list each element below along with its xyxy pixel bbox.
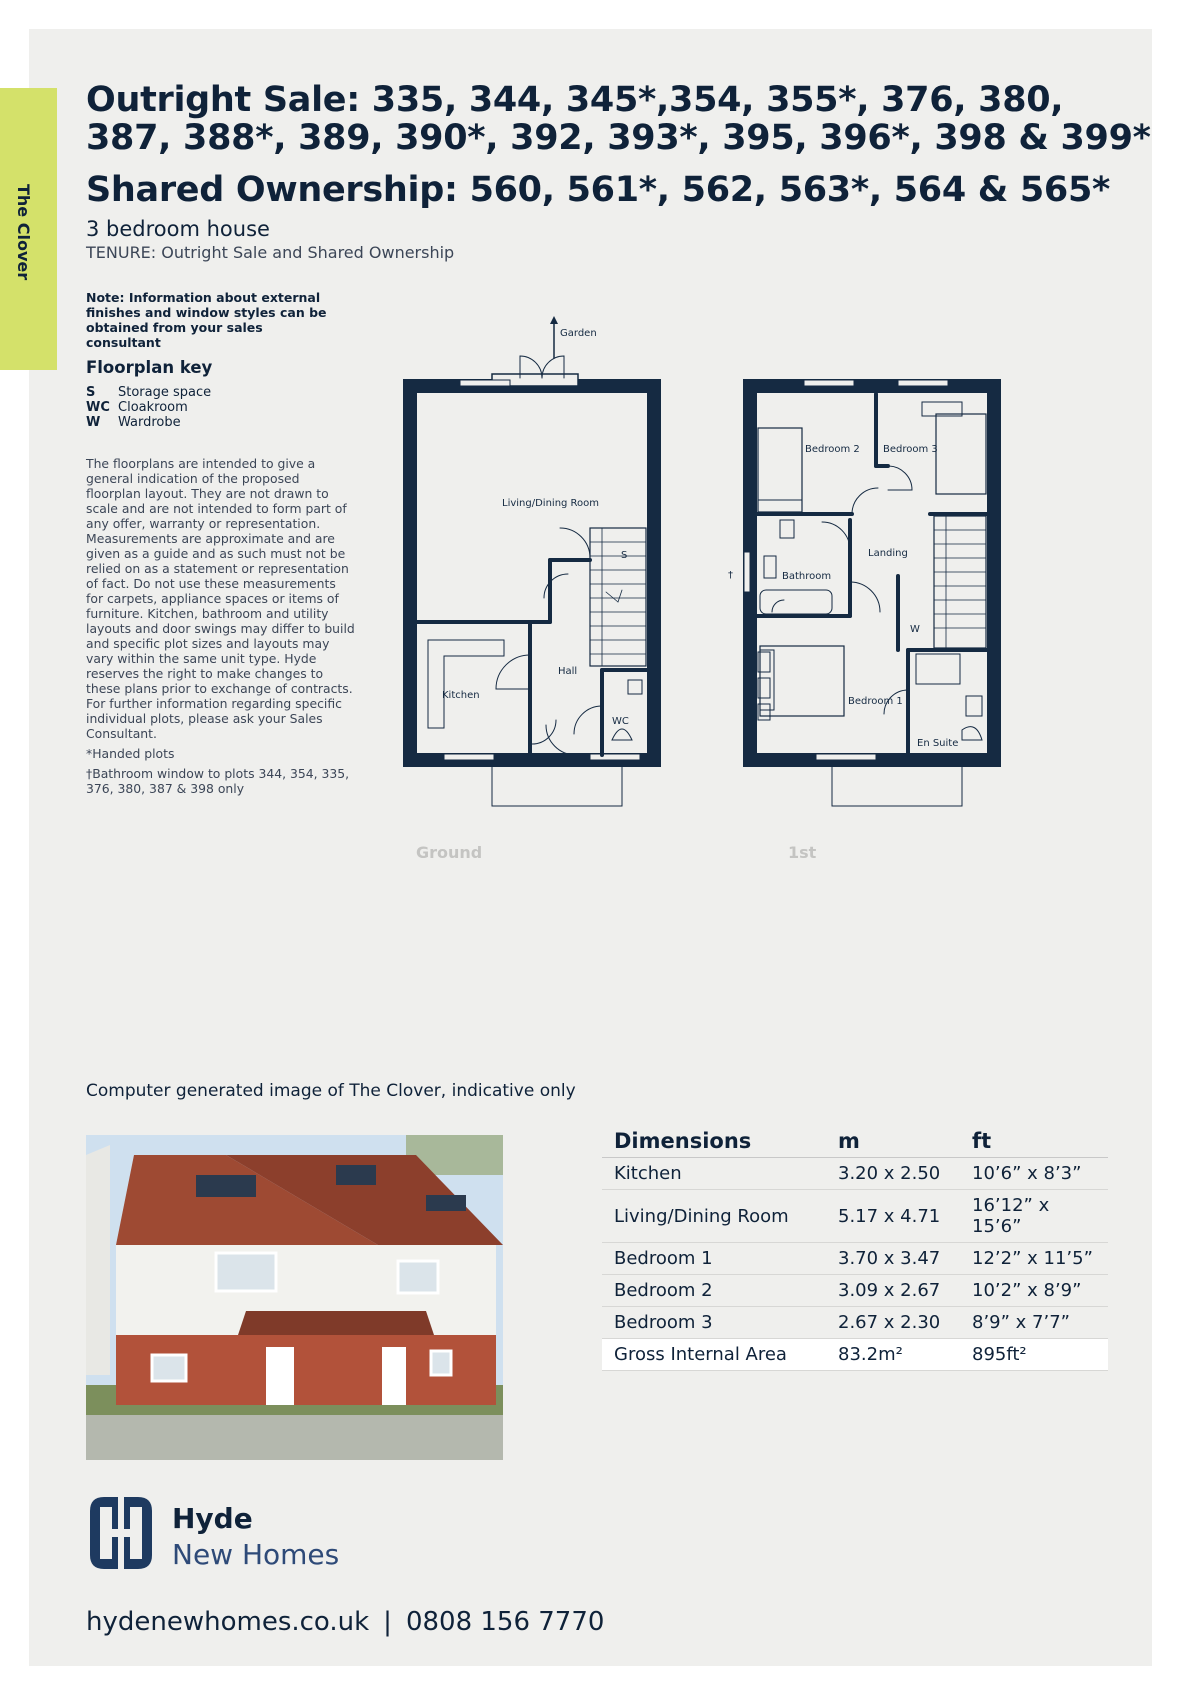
- subtitle: 3 bedroom house: [86, 217, 270, 241]
- cell-room: Bedroom 1: [602, 1243, 826, 1275]
- floorplan-key: [86, 385, 211, 430]
- cell-room: Living/Dining Room: [602, 1190, 826, 1243]
- logo-wordmark: [172, 1501, 339, 1573]
- room-kitchen: Kitchen: [442, 690, 480, 701]
- footer-separator: |: [383, 1607, 392, 1637]
- cell-feet: 12’2” x 11’5”: [960, 1243, 1108, 1275]
- table-row: [602, 1307, 1108, 1339]
- note: Note: Information about external finishes and window styles can be obtained from your sales consultant: [86, 290, 327, 350]
- cell-metres: 3.20 x 2.50: [826, 1158, 960, 1190]
- room-bedroom-3: Bedroom 3: [883, 444, 938, 455]
- dimensions-table: [602, 1125, 1108, 1371]
- key-label: Cloakroom: [118, 400, 188, 415]
- key-row: [86, 415, 211, 430]
- floorplans: [380, 310, 1060, 870]
- key-abbr: WC: [86, 400, 110, 415]
- cell-room: Bedroom 2: [602, 1275, 826, 1307]
- key-row: [86, 400, 211, 415]
- key-abbr: S: [86, 385, 96, 400]
- room-bedroom-2: Bedroom 2: [805, 444, 860, 455]
- handed-note: *Handed plots: [86, 746, 175, 761]
- header-feet: ft: [960, 1125, 1108, 1158]
- cell-metres: 3.09 x 2.67: [826, 1275, 960, 1307]
- bathroom-note: †Bathroom window to plots 344, 354, 335, 376, 380, 387 & 398 only: [86, 766, 350, 796]
- hyde-logo-icon: [86, 1493, 156, 1573]
- table-row: [602, 1158, 1108, 1190]
- dagger-mark: †: [728, 570, 733, 581]
- table-row: [602, 1190, 1108, 1243]
- website-link[interactable]: hydenewhomes.co.uk: [86, 1607, 370, 1637]
- title-line-1: Outright Sale: 335, 344, 345*,354, 355*, 376, 380,: [86, 80, 1064, 120]
- title-line-2: 387, 388*, 389, 390*, 392, 393*, 395, 396*, 398 & 399*: [86, 118, 1151, 158]
- side-tab-label: The Clover: [14, 184, 33, 281]
- table-row-gross-area: [602, 1339, 1108, 1371]
- table-header-row: [602, 1125, 1108, 1158]
- first-floor-label: 1st: [788, 843, 817, 862]
- room-ensuite: En Suite: [917, 738, 959, 749]
- key-label: Storage space: [118, 385, 212, 400]
- cell-metres: 3.70 x 3.47: [826, 1243, 960, 1275]
- cell-room: Bedroom 3: [602, 1307, 826, 1339]
- table-row: [602, 1243, 1108, 1275]
- floorplan-key-heading: Floorplan key: [86, 358, 213, 377]
- disclaimer-block: [86, 456, 356, 801]
- cell-feet: 8’9” x 7’7”: [960, 1307, 1108, 1339]
- garden-label: Garden: [560, 328, 597, 339]
- table-row: [602, 1275, 1108, 1307]
- logo-line-2: New Homes: [172, 1538, 340, 1571]
- room-wc: WC: [612, 716, 629, 727]
- arrow-head-icon: [550, 316, 558, 324]
- cell-feet: 10’6” x 8’3”: [960, 1158, 1108, 1190]
- image-caption: Computer generated image of The Clover, indicative only: [86, 1081, 576, 1101]
- header-dimensions: Dimensions: [602, 1125, 826, 1158]
- ground-floor-label: Ground: [416, 843, 483, 862]
- key-label: Wardrobe: [118, 415, 181, 430]
- side-tab: [0, 88, 57, 370]
- cell-feet: 10’2” x 8’9”: [960, 1275, 1108, 1307]
- room-landing: Landing: [868, 548, 908, 559]
- header-metres: m: [826, 1125, 960, 1158]
- room-bedroom-1: Bedroom 1: [848, 696, 903, 707]
- house-image: [86, 1135, 503, 1460]
- cell-feet: 895ft²: [960, 1339, 1108, 1371]
- key-abbr: W: [86, 415, 101, 430]
- cell-room: Gross Internal Area: [602, 1339, 826, 1371]
- ground-floor-plan: [410, 356, 654, 806]
- room-wardrobe: W: [910, 624, 920, 635]
- tenure: TENURE: Outright Sale and Shared Ownership: [86, 243, 455, 262]
- logo-line-1: Hyde: [172, 1502, 253, 1535]
- room-living: Living/Dining Room: [502, 498, 600, 509]
- room-storage: S: [621, 550, 628, 561]
- phone-number[interactable]: 0808 156 7770: [405, 1607, 605, 1637]
- cell-metres: 83.2m²: [826, 1339, 960, 1371]
- cell-room: Kitchen: [602, 1158, 826, 1190]
- key-row: [86, 385, 211, 400]
- cell-feet: 16’12” x 15’6”: [960, 1190, 1108, 1243]
- room-hall: Hall: [558, 666, 578, 677]
- title-line-3: Shared Ownership: 560, 561*, 562, 563*, 564 & 565*: [86, 170, 1111, 210]
- cell-metres: 2.67 x 2.30: [826, 1307, 960, 1339]
- disclaimer-text: The floorplans are intended to give a general indication of the proposed floorplan layout. They are not drawn to scale and are not intended to form part of any offer, warranty or representation. Measurements are approximate and are given as a guide and as such must not be relied on as a statement or representation of fact. Do not use these measurements for carpets, appliance spaces or items of furniture. Kitchen, bathroom and utility layouts and door swings may differ to build and specific plot sizes and layouts may vary within the same unit type. Hyde reserves the right to make changes to these plans prior to exchange of contracts. For further information regarding specific individual plots, please ask your Sales Consultant.: [86, 456, 355, 741]
- room-bathroom: Bathroom: [782, 571, 832, 582]
- cell-metres: 5.17 x 4.71: [826, 1190, 960, 1243]
- footer: [86, 1607, 604, 1637]
